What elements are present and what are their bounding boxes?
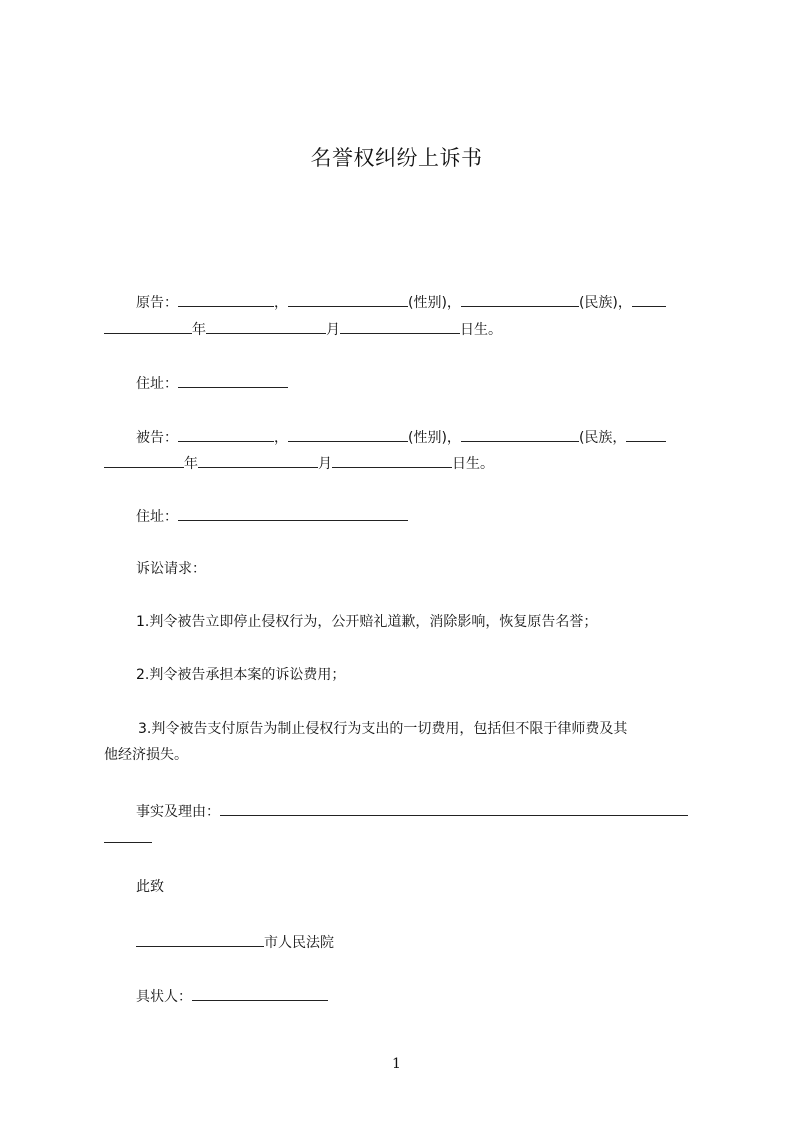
day-label: 日生。 bbox=[452, 456, 494, 472]
defendant-birth-blank-start[interactable] bbox=[626, 426, 666, 442]
plaintiff-line-2 bbox=[104, 318, 704, 340]
claim-item-2: 2.判令被告承担本案的诉讼费用； bbox=[136, 667, 346, 683]
gender-label: (性别)， bbox=[408, 295, 461, 311]
signer-blank[interactable] bbox=[192, 985, 328, 1001]
salutation: 此致 bbox=[136, 879, 164, 895]
court-suffix: 市人民法院 bbox=[264, 935, 334, 951]
document-title: 名誉权纠纷上诉书 bbox=[310, 146, 483, 170]
month-label: 月 bbox=[318, 456, 332, 472]
defendant-month-blank[interactable] bbox=[198, 452, 318, 468]
facts-line-1 bbox=[104, 800, 736, 822]
facts-blank[interactable] bbox=[220, 800, 688, 816]
defendant-line-2 bbox=[104, 452, 704, 474]
separator: ， bbox=[274, 430, 288, 446]
claim-item-3-continued: 他经济损失。 bbox=[104, 747, 188, 763]
defendant-label: 被告： bbox=[136, 430, 178, 446]
year-label: 年 bbox=[192, 322, 206, 338]
defendant-line-1 bbox=[104, 426, 736, 448]
plaintiff-year-blank[interactable] bbox=[104, 318, 192, 334]
defendant-address-label: 住址： bbox=[136, 509, 178, 525]
plaintiff-line-1 bbox=[104, 291, 736, 313]
signer-line bbox=[104, 985, 736, 1007]
plaintiff-gender-blank[interactable] bbox=[288, 291, 408, 307]
year-label: 年 bbox=[184, 456, 198, 472]
day-label: 日生。 bbox=[460, 322, 502, 338]
ethnicity-label: (民族)， bbox=[578, 295, 632, 311]
plaintiff-label: 原告： bbox=[136, 295, 178, 311]
facts-line-2 bbox=[104, 827, 704, 849]
defendant-day-blank[interactable] bbox=[332, 452, 452, 468]
plaintiff-address-label: 住址： bbox=[136, 376, 178, 392]
claims-heading: 诉讼请求： bbox=[136, 561, 206, 577]
facts-blank-continued[interactable] bbox=[104, 827, 152, 843]
plaintiff-address-line bbox=[104, 372, 736, 394]
claim-item-1: 1.判令被告立即停止侵权行为，公开赔礼道歉，消除影响，恢复原告名誉； bbox=[136, 614, 598, 630]
gender-label: (性别)， bbox=[408, 430, 461, 446]
defendant-year-blank[interactable] bbox=[104, 452, 184, 468]
plaintiff-ethnicity-blank[interactable] bbox=[461, 291, 579, 307]
signer-label: 具状人： bbox=[136, 989, 192, 1005]
defendant-address-blank[interactable] bbox=[178, 505, 408, 521]
page-number: 1 bbox=[392, 1056, 401, 1072]
defendant-address-line bbox=[104, 505, 736, 527]
plaintiff-day-blank[interactable] bbox=[340, 318, 460, 334]
ethnicity-label: (民族， bbox=[578, 430, 627, 446]
court-line bbox=[104, 931, 736, 953]
plaintiff-birth-blank-start[interactable] bbox=[632, 291, 666, 307]
defendant-gender-blank[interactable] bbox=[288, 426, 408, 442]
court-name-blank[interactable] bbox=[136, 931, 264, 947]
month-label: 月 bbox=[326, 322, 340, 338]
plaintiff-month-blank[interactable] bbox=[206, 318, 326, 334]
defendant-name-blank[interactable] bbox=[178, 426, 274, 442]
defendant-ethnicity-blank[interactable] bbox=[461, 426, 579, 442]
plaintiff-name-blank[interactable] bbox=[178, 291, 274, 307]
facts-label: 事实及理由： bbox=[136, 804, 220, 820]
claim-item-3: 3.判令被告支付原告为制止侵权行为支出的一切费用，包括但不限于律师费及其 bbox=[138, 721, 628, 737]
plaintiff-address-blank[interactable] bbox=[178, 372, 288, 388]
separator: ， bbox=[274, 295, 288, 311]
